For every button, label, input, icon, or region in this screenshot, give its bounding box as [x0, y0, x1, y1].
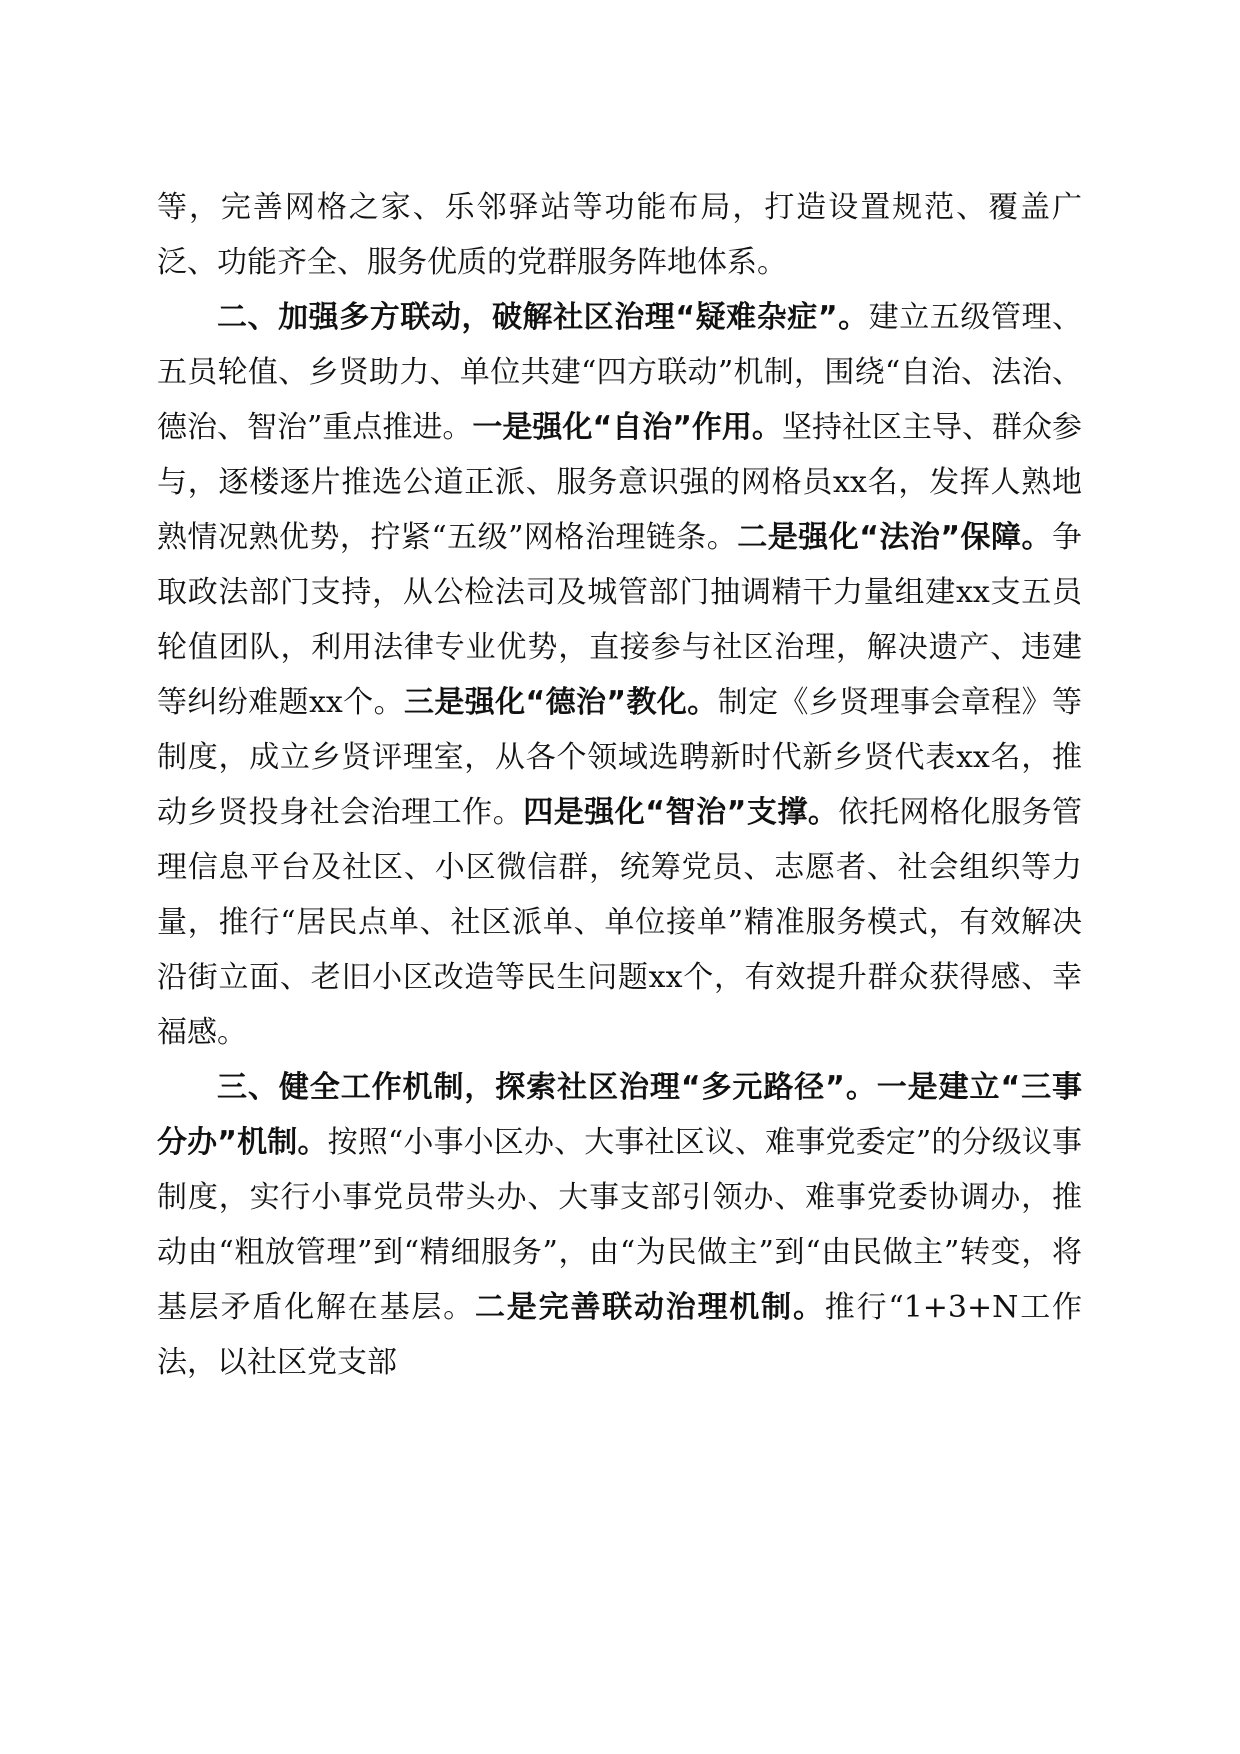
subpoint-heading: 一是强化“自治”作用。 [472, 410, 782, 445]
text-run: 依托网格化服务管理信息平台及社区、小区微信群，统筹党员、志愿者、社会组织等力量，推行“居民点单、社区派单、单位接单”精准服务模式，有效解决沿街立面、老旧小区改造等民生问题xx个，有效提升群众获得感、幸福感。 [157, 795, 1083, 1050]
subpoint-heading: 四是强化“智治”支撑。 [523, 795, 839, 830]
text-run: 制定《乡贤理事会章程》等制度，成立乡贤评理室，从各个领域选聘新时代新乡贤代表xx名，推动乡贤投身社会治理工作。 [157, 685, 1082, 830]
text-run: 推行“1+3+N工作法，以社区党支部 [157, 1290, 1082, 1380]
subpoint-heading: 二是完善联动治理机制。 [474, 1290, 825, 1325]
subpoint-heading: 一是建立“三事分办”机制。 [157, 1070, 1083, 1160]
section-heading: 三、健全工作机制，探索社区治理“多元路径”。 [217, 1070, 877, 1105]
section-heading: 二、加强多方联动，破解社区治理“疑难杂症”。 [217, 300, 869, 335]
text-run: 按照“小事小区办、大事社区议、难事党委定”的分级议事制度，实行小事党员带头办、大事支部引领办、难事党委协调办，推动由“粗放管理”到“精细服务”，由“为民做主”到“由民做主”转变，将基层矛盾化解在基层。 [157, 1125, 1082, 1325]
subpoint-heading: 三是强化“德治”教化。 [403, 685, 718, 720]
paragraph-p1 [157, 180, 1082, 290]
text-run: 争取政法部门支持，从公检法司及城管部门抽调精干力量组建xx支五员轮值团队，利用法律专业优势，直接参与社区治理，解决遗产、违建等纠纷难题xx个。 [157, 520, 1082, 720]
text-run: 等，完善网格之家、乐邻驿站等功能布局，打造设置规范、覆盖广泛、功能齐全、服务优质的党群服务阵地体系。 [157, 190, 1082, 280]
paragraph-p3 [157, 1060, 1082, 1390]
text-run: 建立五级管理、五员轮值、乡贤助力、单位共建“四方联动”机制，围绕“自治、法治、德治、智治”重点推进。 [157, 300, 1083, 445]
paragraph-p2 [157, 290, 1082, 1060]
document-body [157, 180, 1082, 1390]
subpoint-heading: 二是强化“法治”保障。 [737, 520, 1052, 555]
text-run: 坚持社区主导、群众参与，逐楼逐片推选公道正派、服务意识强的网格员xx名，发挥人熟地熟情况熟优势，拧紧“五级”网格治理链条。 [157, 410, 1083, 555]
